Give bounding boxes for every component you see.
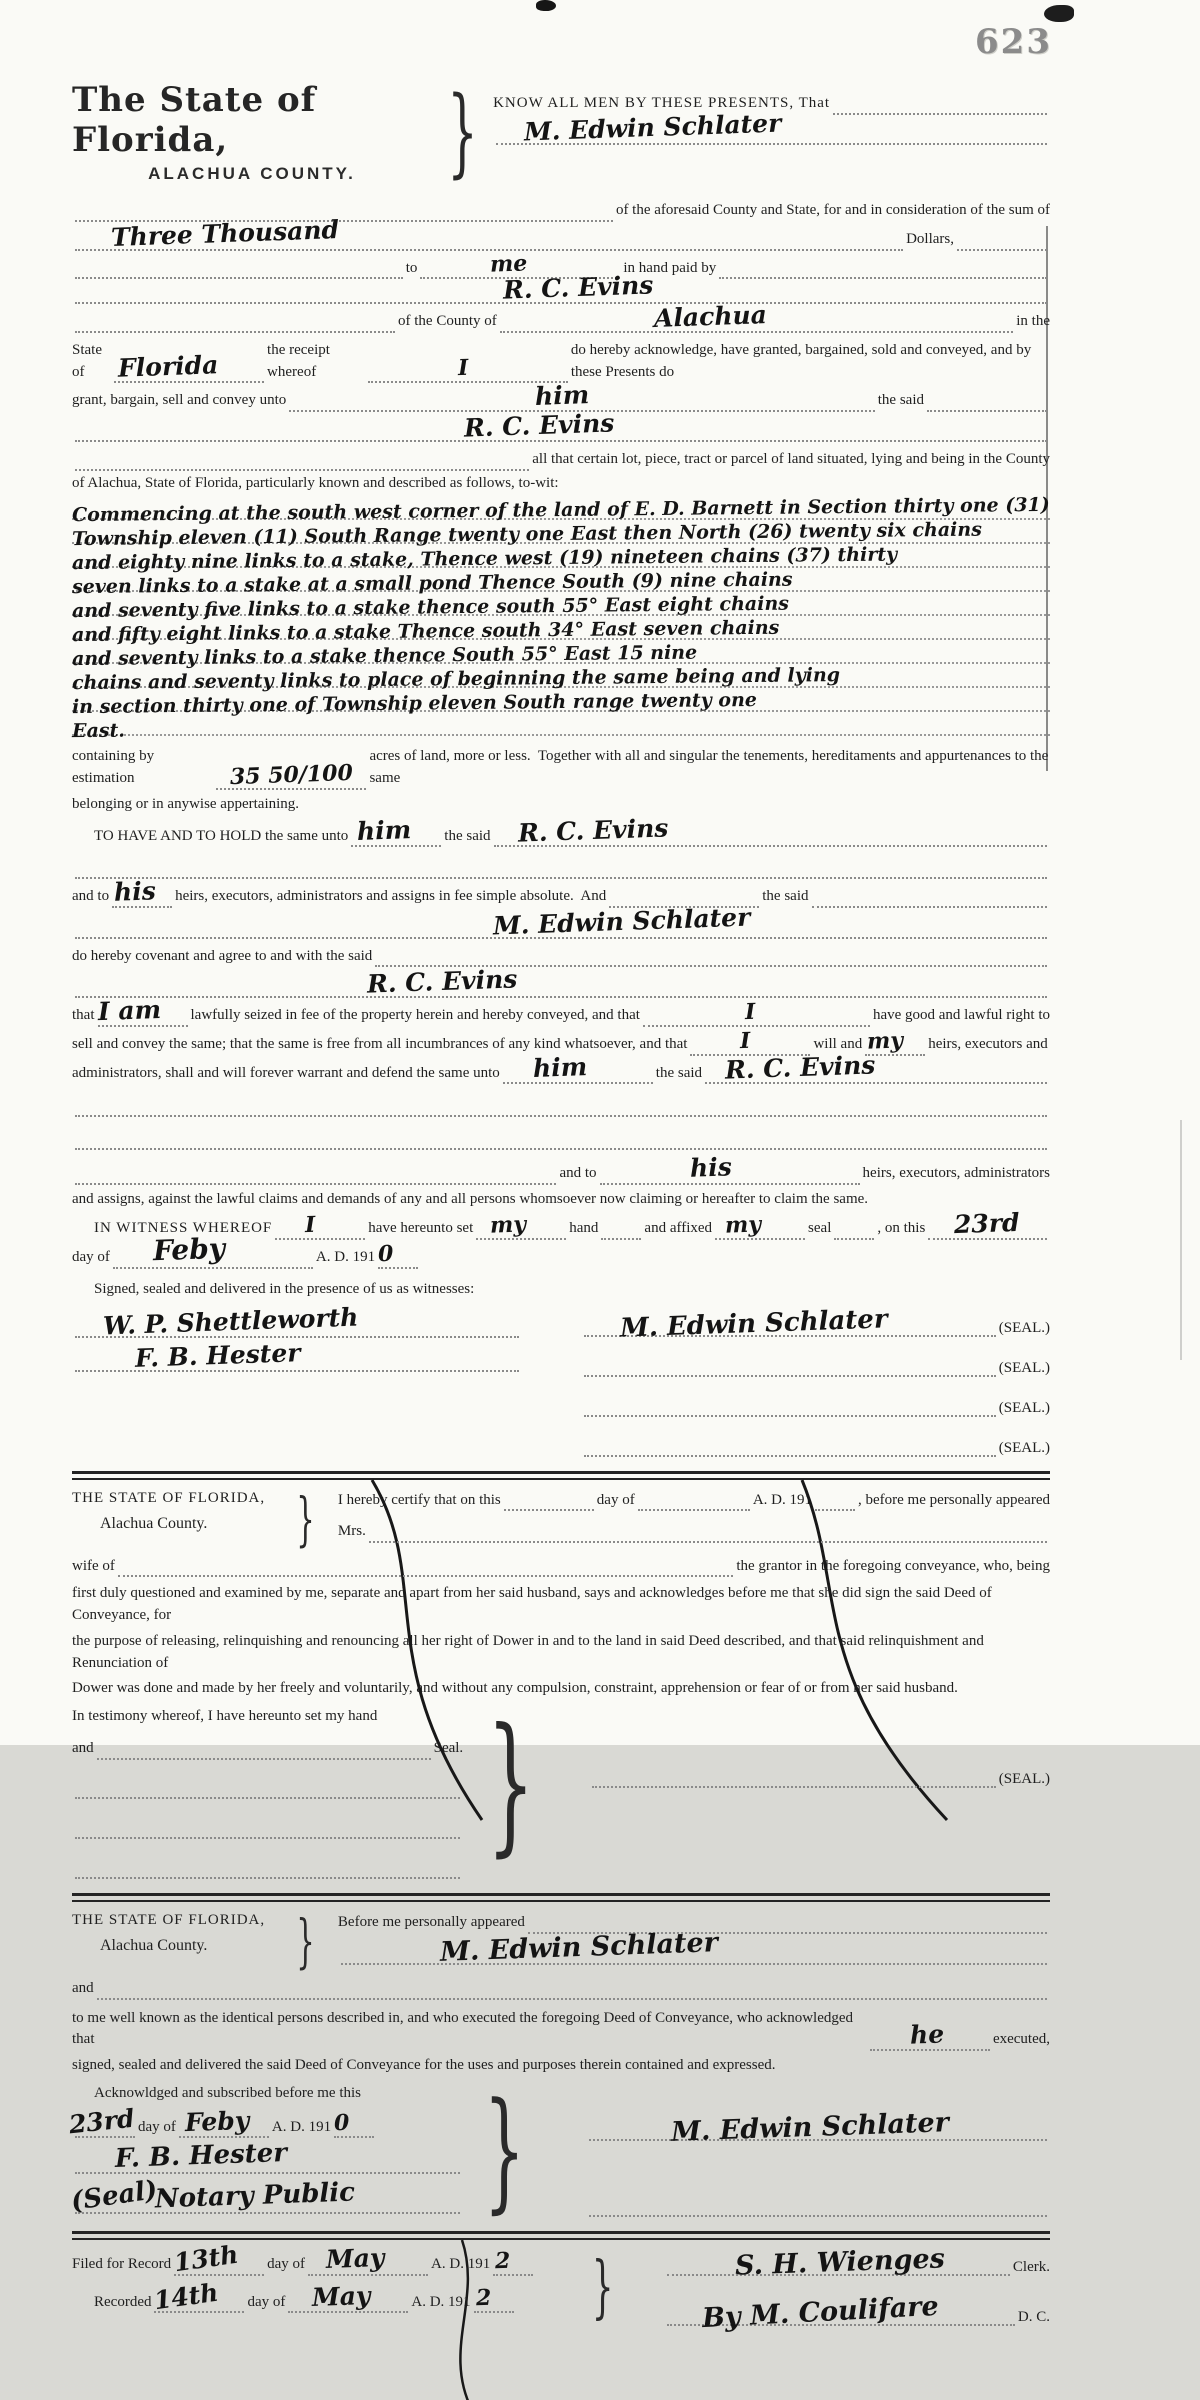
ack-month-handwriting: Feby [184,2105,250,2138]
dotted-line [500,299,1014,333]
dotted-line [592,1770,996,1788]
month-handwriting: Feby [152,1231,226,1268]
recorded-day-handwriting: 14th [152,2277,221,2316]
dotted-line [584,1399,996,1417]
dotted-line [67,2103,136,2140]
dower-brace: } [487,1697,535,1872]
and-to-label: and to [72,888,110,904]
grantee-handwriting: R. C. Evins [517,813,669,848]
dotted-line [705,1050,1047,1085]
dotted-line [815,1494,855,1512]
header-block [72,76,1050,188]
him-handwriting: him [534,379,590,411]
ad-label: A. D. 191 [752,1491,812,1508]
heirs-text: heirs, executors, administrators and assigns in fee simple absolute. And [175,888,607,904]
signed-text: signed, sealed and delivered the said Deed of Conveyance for the uses and purposes therein contained and expressed. [72,2057,776,2073]
will-and-label: will and [813,1035,863,1052]
dotted-line [112,875,172,908]
witness1-signature: W. P. Shettleworth [102,1302,359,1341]
dotted-line [75,1099,1047,1117]
dotted-line [75,2138,460,2175]
his-handwriting: his [113,875,157,907]
of-county-label: of the County of [398,313,497,329]
grantee-handwriting: R. C. Evins [724,1050,876,1085]
dotted-line [600,1152,860,1185]
mrs-label: Mrs. [337,1523,366,1540]
description-text: in section thirty one of Township eleven South range twenty one [71,689,758,719]
day-of-label: day of [72,1249,110,1265]
filing-brace: } [591,2247,613,2327]
grantor-handwriting: M. Edwin Schlater [492,902,751,941]
dotted-line [494,813,1047,848]
ack-bottom-left [67,2077,463,2217]
seized-text: lawfully seized in fee of the property herein and hereby conveyed, and that [190,1007,640,1023]
and-label: and [72,1739,94,1756]
state-of-label: State of [72,341,106,380]
signature-block [72,1302,1050,1457]
dotted-line [870,2019,990,2051]
dotted-line [275,1211,365,1240]
ad-label: A. D. 191 [315,1249,376,1265]
day-of-label: day of [596,1491,635,1508]
dotted-line [75,861,1047,879]
aforesaid-text: of the aforesaid County and State, for and in consideration of the sum of [615,202,1050,218]
on-this-label: , on this [877,1220,926,1237]
year-handwriting: 0 [377,1240,394,1268]
dotted-line [719,262,1047,280]
acknowledgment-block [67,1906,1050,2226]
dotted-line [75,1167,556,1185]
to-wit-text: of Alachua, State of Florida, particularly known and described as follows, to-wit: [72,474,559,491]
dower-paragraph-line: first duly questioned and examined by me, separate and apart from her said husband, says and acknowledges before me that she did sign the said Deed of Conveyance, for [72,1585,996,1623]
dotted-line [75,1821,460,1839]
seal-word: Seal. [433,1739,464,1756]
recorded-label: Recorded [94,2293,152,2310]
notary-title-handwriting: Notary Public [154,2177,356,2215]
header-brace: } [447,76,478,188]
dotted-line [97,1982,1047,2000]
me-handwriting: me [489,250,529,279]
dotted-line [638,1494,750,1512]
dotted-line [75,902,1047,941]
certify-text: I hereby certify that on this [337,1491,501,1508]
all-that-text: all that certain lot, piece, tract or parcel of land situated, lying and being in the County [532,450,1050,467]
ack-brace: } [483,2073,526,2226]
dotted-line [493,2247,533,2276]
dotted-line [113,1231,313,1269]
filing-left [72,2239,581,2326]
dotted-line [341,1927,1047,1968]
dotted-line [75,453,529,471]
payer-handwriting: R. C. Evins [502,270,654,305]
ack-county-label: Alachua County. [100,1936,208,1954]
dollars-label: Dollars, [906,230,954,247]
to-have-label: TO HAVE AND TO HOLD the same unto [94,827,349,844]
dotted-line [601,1222,641,1240]
notary-signature: F. B. Hester [114,2138,288,2175]
day-of-label: day of [267,2255,306,2272]
in-hand-label: in hand paid by [623,259,717,276]
the-said-label: the said [877,392,924,409]
witness2-signature: F. B. Hester [134,1337,301,1373]
dower-header [72,1484,1050,1553]
containing-label: containing by estimation [72,748,158,786]
seal-label: (SEAL.) [998,1439,1050,1456]
state-title: The State of Florida, [72,80,317,160]
my-handwriting: my [866,1026,904,1055]
description-text: Commencing at the south west corner of the land of E. D. Barnett in Section thirty one (31) [71,494,1050,527]
dotted-line [97,1742,431,1760]
hand-label: hand [569,1220,599,1237]
filed-year-handwriting: 2 [494,2247,511,2274]
the-said-label: the said [762,888,809,904]
description-text: and eighty nine links to a stake, Thence west (19) nineteen chains (37) thirty [71,543,898,575]
executed-label: executed, [992,2031,1050,2048]
seal-label: (SEAL.) [998,1399,1050,1416]
belonging-text: belonging or in anywise appertaining. [72,795,300,812]
dotted-line [75,964,1047,999]
dotted-line [69,2175,460,2217]
description-text: East. [71,719,126,743]
grantor-line-text: the grantor in the foregoing conveyance, who, being [736,1557,1050,1574]
deputy-clerk-signature: By M. Coulifare [700,2290,940,2334]
day-of-label: day of [247,2293,286,2310]
dotted-line [834,1222,874,1240]
filed-month-handwriting: May [325,2243,385,2275]
ack-day-handwriting: 23rd [67,2103,136,2140]
dotted-line [152,2277,244,2316]
filed-day-handwriting: 13th [172,2239,241,2278]
seals-column [581,1305,1050,1457]
grantee-handwriting: R. C. Evins [463,407,615,443]
before-appeared-text: Before me personally appeared [337,1913,525,1930]
ack-year-handwriting: 0 [333,2110,350,2137]
to-label: to [405,259,418,276]
ad-label: A. D. 191 [411,2293,471,2310]
dower-bottom-left [72,1700,463,1879]
dotted-line [589,2199,1047,2217]
ack-venue [72,1912,287,1970]
dotted-line [333,2110,374,2139]
dotted-line [75,1337,519,1373]
before-text: , before me personally appeared [858,1491,1050,1508]
seal-label: (SEAL.) [998,1771,1050,1787]
venue-brace: } [296,1484,315,1553]
dower-county-label: Alachua County. [100,1514,208,1532]
witnesses-column [72,1302,522,1457]
receipt-label: the receipt whereof [267,341,334,380]
description-text: and seventy five links to a stake thence south 55° East eight chains [71,592,790,623]
seal-word: seal [808,1220,832,1237]
dotted-line [75,1132,1047,1150]
grantor-name-handwriting: M. Edwin Schlater [523,108,782,147]
i-handwriting: I [457,355,469,382]
dotted-line [927,394,1047,412]
dotted-line [928,1207,1047,1240]
assigns-text: and assigns, against the lawful claims and demands of any and all persons whomsoever now claiming or hereafter to claim the same. [72,1190,869,1207]
description-text: chains and seventy links to place of beginning the same being and lying [71,664,841,695]
dower-bottom [72,1697,1050,1879]
dotted-line [589,2106,1047,2148]
description-text: seven links to a stake at a small pond Thence South (9) nine chains [71,568,793,599]
dotted-line [584,1359,996,1377]
ad-label: A. D. 191 [431,2255,491,2272]
dotted-line [377,1240,418,1269]
recorded-year-handwriting: 2 [475,2285,492,2312]
presents-label: KNOW ALL MEN BY THESE PRESENTS, That [493,95,831,111]
covenant-text: do hereby covenant and agree to and with the said [72,947,373,964]
amount-handwriting: Three Thousand [110,215,340,253]
dotted-line [75,315,395,333]
ack-appeared-area [324,1912,1050,1970]
recorded-month-handwriting: May [311,2280,372,2313]
dower-bottom-right [559,1700,1050,1879]
description-text: and seventy links to a stake thence South 55° East 15 nine [71,641,698,671]
dotted-line [474,2285,514,2314]
notary-seal-handwriting: (Seal) [69,2175,160,2217]
dotted-line [715,1211,805,1240]
grant-text: grant, bargain, sell and convey unto [72,392,287,409]
i-handwriting: I [744,998,756,1026]
i-am-handwriting: I am [96,994,162,1026]
dotted-line [584,1439,996,1457]
dower-venue [72,1490,287,1548]
the-said-label: the said [655,1064,703,1081]
dotted-line [812,890,1048,908]
dotted-line [75,215,903,253]
ack-grantor-signature: M. Edwin Schlater [670,2106,950,2148]
and-to-label: and to [559,1164,597,1181]
his-handwriting: his [689,1152,732,1183]
dotted-line [503,1052,653,1085]
header-right [493,80,1050,184]
heirs3-text: heirs, executors, administrators [862,1164,1050,1181]
dotted-line [476,1211,566,1240]
acres-text: acres of land, more or less. Together with all and singular the tenements, hereditaments and appurtenances to the same [369,748,1053,786]
ack-bottom-right [546,2077,1050,2217]
ad-label: A. D. 191 [271,2118,332,2135]
grantee-handwriting: R. C. Evins [366,964,518,999]
description-text: and fifty eight links to a stake Thence south 34° East seven chains [71,616,780,647]
page-number: 623 [975,22,1052,62]
affixed-label: and affixed [644,1220,713,1237]
dotted-line [667,2290,1015,2334]
dotted-line [833,97,1047,115]
dotted-line [584,1303,996,1344]
ack-header [72,1906,1050,1975]
admins-text: administrators, shall and will forever warrant and defend the same unto [72,1064,500,1081]
dc-label: D. C. [1017,2308,1050,2325]
section-divider [72,1471,1050,1480]
filing-block [72,2239,1050,2334]
section-divider [72,1893,1050,1902]
dotted-line [369,1525,1047,1543]
testimony-text: In testimony whereof, I have hereunto set my hand [72,1708,378,1724]
header-left [72,80,432,184]
filed-label: Filed for Record [72,2255,172,2272]
description-text: Township eleven (11) South Range twenty one East then North (26) twenty six chains [71,518,982,551]
dotted-line [216,759,366,790]
dower-notary-block [72,1484,1050,1879]
ack-before-text: Acknowldged and subscribed before me this [94,2084,362,2101]
clerk-signature: S. H. Wienges [734,2243,946,2282]
dotted-line [667,2243,1010,2282]
county-title: ALACHUA COUNTY. [148,164,356,183]
acknowledge-text: do hereby acknowledge, have granted, bargained, sold and conveyed, and by these Presents do [570,341,1035,380]
and-label: and [72,1979,94,1996]
dower-certify-area [324,1490,1050,1548]
venue-brace: } [296,1906,315,1975]
that-label: that [72,1007,95,1023]
clerk-label: Clerk. [1012,2258,1050,2275]
wife-of-label: wife of [72,1557,115,1574]
legal-description [71,494,1050,743]
dotted-line [308,2243,428,2276]
day-handwriting: 23rd [953,1207,1021,1239]
my-handwriting: my [489,1211,527,1239]
seal-label: (SEAL.) [998,1319,1050,1336]
known-text: to me well known as the identical persons described in, and who executed the foregoing Deed of Conveyance, who acknowledged that [72,2009,857,2048]
dotted-line [118,1560,733,1578]
dotted-line [114,350,264,384]
seal-label: (SEAL.) [998,1359,1050,1376]
dotted-line [957,233,1047,251]
signed-presence-text: Signed, sealed and delivered in the presence of us as witnesses: [94,1280,475,1297]
dotted-line [496,108,1047,147]
the-said-label: the said [444,827,491,844]
dotted-line [172,2239,264,2278]
grantor-signature: M. Edwin Schlater [619,1303,888,1344]
dotted-line [75,407,1047,443]
in-the-label: in the [1016,313,1050,329]
dotted-line [75,262,403,280]
dotted-line [351,815,441,848]
dotted-line [75,1861,460,1879]
acreage-handwriting: 35 50/100 [230,759,354,790]
appeared-handwriting: M. Edwin Schlater [439,1927,719,1968]
description-line [71,494,1050,527]
dower-paragraph-line: Dower was done and made by her freely and voluntarily, and without any compulsion, constraint, apprehension or fear of or from her said husband. [72,1680,958,1697]
day-of-label: day of [138,2118,176,2135]
dotted-line [75,1782,460,1800]
dotted-line [96,994,188,1027]
filing-right [624,2243,1050,2334]
him-handwriting: him [532,1052,588,1083]
dower-paragraph-line: the purpose of releasing, relinquishing and renouncing all her right of Dower in and to the land in said Deed described, and that said relinquishment and Renunciation of [72,1632,988,1671]
ack-bottom [67,2073,1050,2226]
good-right-text: have good and lawful right to [872,1007,1050,1023]
in-witness-label: IN WITNESS WHEREOF [94,1220,273,1237]
dotted-line [643,998,870,1027]
my-handwriting: my [724,1211,762,1239]
dotted-line [288,2280,408,2314]
sell-text: sell and convey the same; that the same is free from all incumbrances of any kind whatsoever, and that [72,1035,688,1052]
set-text: have hereunto set [368,1220,474,1237]
i-handwriting: I [304,1211,316,1239]
him-handwriting: him [356,815,412,846]
state-handwriting: Florida [117,350,219,383]
ack-state-label: THE STATE OF FLORIDA, [72,1911,266,1928]
he-handwriting: he [909,2019,945,2050]
spacer [522,1305,581,1457]
dotted-line [504,1494,594,1512]
dotted-line [75,270,1047,305]
dower-state-label: THE STATE OF FLORIDA, [72,1489,266,1506]
county-handwriting: Alachua [653,299,768,333]
i-handwriting: I [739,1027,752,1054]
heirs2-text: heirs, executors and [928,1035,1048,1052]
